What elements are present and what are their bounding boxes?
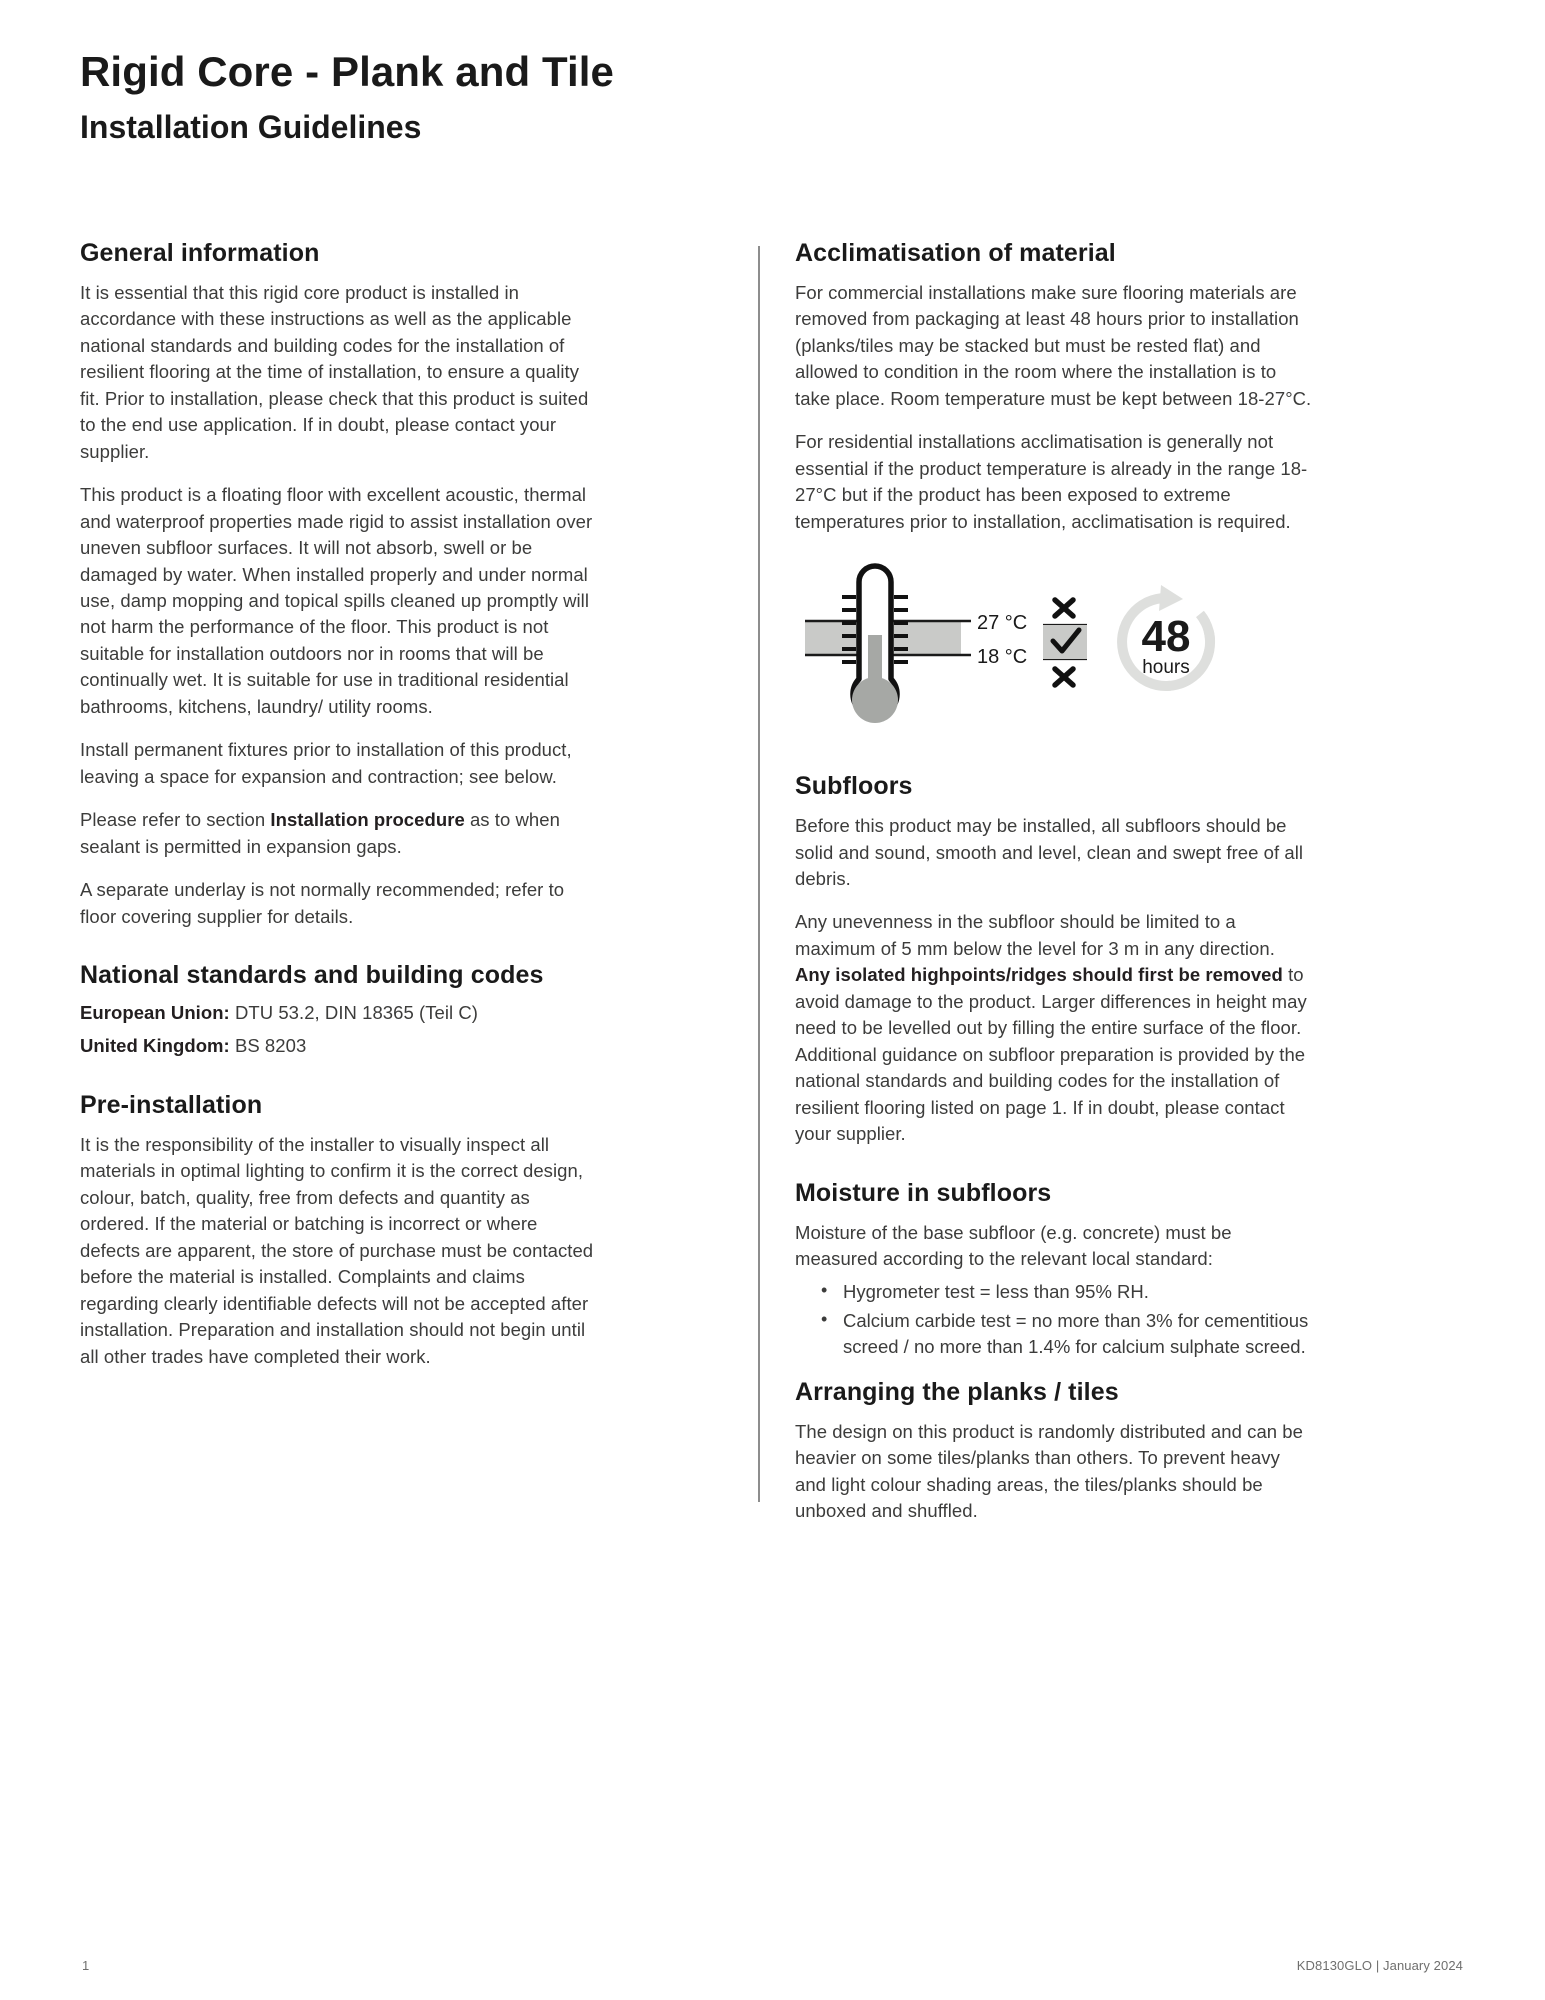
heading-arranging-planks-tiles: Arranging the planks / tiles <box>795 1377 1119 1406</box>
paragraph-general-2: This product is a floating floor with excellent acoustic, thermal and waterproof properties made rigid to assist installation over uneven subfloor surfaces. It will not absorb, swell or be damaged by water. When installed properly and under normal use, damp mopping and topical spills cleaned up promptly will not harm the performance of the floor. This product is not suitable for installation outdoors nor in rooms that will be continually wet. It is suitable for use in traditional residential bathrooms, kitchens, laundry/ utility rooms. <box>80 484 593 717</box>
paragraph-acclimatisation-1: For commercial installations make sure flooring materials are removed from packaging at least 48 hours prior to installation (planks/tiles may be stacked but must be rested flat) and allowed to condition in the room where the installation is to take place. Room temperature must be kept between 18-27°C. <box>795 282 1312 409</box>
paragraph-general-3: Install permanent fixtures prior to installation of this product, leaving a space for expansion and contraction; see below. <box>80 739 572 787</box>
document-footer <box>0 1958 1545 2000</box>
standards-european-union <box>80 1000 600 1026</box>
duration-48-hours-icon <box>1122 585 1210 686</box>
heading-national-standards: National standards and building codes <box>80 960 544 989</box>
text-subfloors-rest: to avoid damage to the product. Larger differences in height may need to be levelled out by filling the entire surface of the floor. Additional guidance on subfloor preparation is provided by the national standards and building codes for the installation of resilient flooring listed on page 1. If in doubt, please contact your supplier. <box>795 964 1307 1145</box>
acclimatisation-marks <box>1043 600 1087 685</box>
circular-arrow-head <box>1159 585 1183 611</box>
cross-icon-below-range <box>1055 669 1073 685</box>
label-low-temperature: 18 °C <box>977 646 1028 669</box>
paragraph-acclimatisation-2: For residential installations acclimatisation is generally not essential if the product temperature is already in the range 18-27°C but if the product has been exposed to extreme temperatures prior to installation, acclimatisation is required. <box>795 431 1308 532</box>
duration-unit: hours <box>1142 657 1190 679</box>
text-highpoints-bold: Any isolated highpoints/ridges should first be removed <box>795 964 1283 986</box>
label-european-union: European Union: <box>80 1001 230 1023</box>
thermometer-bulb <box>852 677 898 723</box>
list-item: • Calcium carbide test = no more than 3% for cementitious screed / no more than 1.4% for calcium sulphate screed. <box>821 1308 1315 1361</box>
duration-number: 48 <box>1141 612 1191 662</box>
paragraph-moisture-1: Moisture of the base subfloor (e.g. concrete) must be measured according to the relevant local standard: <box>795 1221 1232 1269</box>
label-united-kingdom: United Kingdom: <box>80 1035 230 1057</box>
list-item: • Hygrometer test = less than 95% RH. <box>821 1279 1315 1305</box>
text-refer-suffix: as to when sealant is permitted in expansion gaps. <box>80 809 560 857</box>
text-refer-prefix: Please refer to section <box>80 809 271 831</box>
text-installation-procedure-bold: Installation procedure <box>270 809 465 831</box>
paragraph-subfloors-1: Before this product may be installed, all subfloors should be solid and sound, smooth and level, clean and swept free of all debris. <box>795 815 1304 889</box>
heading-acclimatisation: Acclimatisation of material <box>795 239 1116 267</box>
moisture-test-list <box>795 1279 1315 1360</box>
footer-document-code: KD8130GLO | January 2024 <box>1296 1958 1463 1973</box>
document-header <box>80 48 1200 146</box>
cross-icon-above-range <box>1055 600 1073 616</box>
acclimatisation-figure <box>795 557 1235 737</box>
paragraph-subfloors-2 <box>795 909 1315 1147</box>
content-columns <box>0 238 1545 1858</box>
heading-subfloors: Subfloors <box>795 772 913 801</box>
heading-general-information: General information <box>80 239 320 267</box>
paragraph-pre-installation-1: It is the responsibility of the installer to visually inspect all materials in optimal lighting to confirm it is the correct design, colour, batch, quality, free from defects and quantity as ordered. If the material or batching is incorrect or where defects are apparent, the store of purchase must be contacted before the material is installed. Complaints and claims regarding clearly identifiable defects will not be accepted after installation. Preparation and installation should not begin until all other trades have completed their work. <box>80 1133 594 1367</box>
text-unevenness: Any unevenness in the subfloor should be limited to a maximum of 5 mm below the level for 3 m in any direction. <box>795 911 1275 959</box>
page-title: Rigid Core - Plank and Tile <box>80 48 615 95</box>
value-european-union: DTU 53.2, DIN 18365 (Teil C) <box>229 1001 478 1023</box>
column-divider <box>758 246 760 1502</box>
right-column <box>795 238 1315 1525</box>
paragraph-arranging-1: The design on this product is randomly distributed and can be heavier on some tiles/planks than others. To prevent heavy and light colour shading areas, the tiles/planks should be unboxed and shuffled. <box>795 1420 1303 1522</box>
heading-moisture-in-subfloors: Moisture in subfloors <box>795 1178 1052 1207</box>
heading-pre-installation: Pre-installation <box>80 1090 263 1119</box>
paragraph-general-5: A separate underlay is not normally recommended; refer to floor covering supplier for details. <box>80 879 565 927</box>
left-column <box>80 238 600 1370</box>
footer-page-number: 1 <box>82 1958 90 1973</box>
paragraph-general-4 <box>80 807 600 860</box>
value-united-kingdom: BS 8203 <box>229 1035 307 1057</box>
paragraph-general-1: It is essential that this rigid core product is installed in accordance with these instructions as well as the applicable national standards and building codes for the installation of resilient flooring at the time of installation, to ensure a quality fit. Prior to installation, please check that this product is suited to the end use application. If in doubt, please contact your supplier. <box>80 282 589 462</box>
page-subtitle: Installation Guidelines <box>80 109 422 146</box>
standards-united-kingdom <box>80 1033 600 1059</box>
label-high-temperature: 27 °C <box>977 612 1028 635</box>
